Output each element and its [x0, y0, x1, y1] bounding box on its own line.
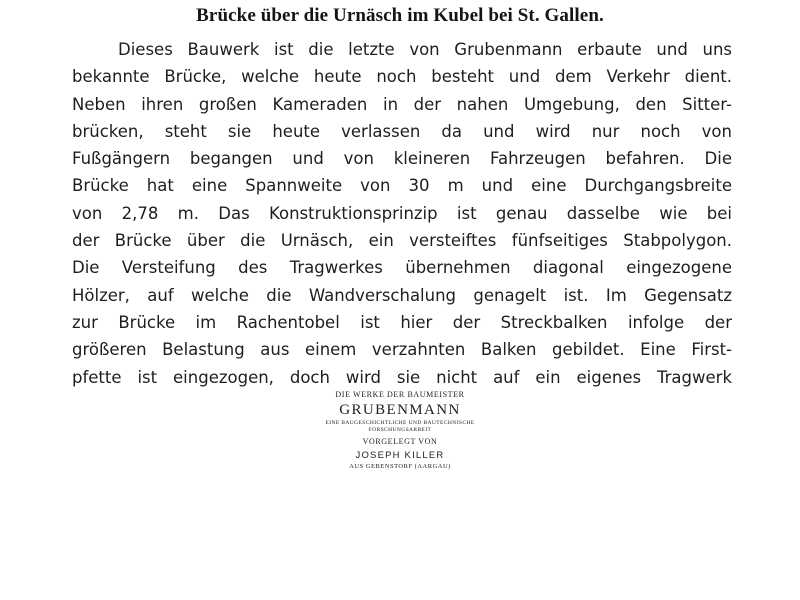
- text-line: von 2,78 m. Das Konstruktionsprinzip ist genau dasselbe wie bei: [72, 203, 732, 223]
- text-line: zur Brücke im Rachentobel ist hier der Streckbalken infolge der: [72, 312, 732, 332]
- text-line: Die Versteifung des Tragwerkes übernehmen diagonal eingezogene: [72, 258, 732, 278]
- book-imprint: [0, 389, 800, 471]
- body-paragraph: [72, 36, 732, 391]
- text-line: pfette ist eingezogen, doch wird sie nicht auf ein eigenes Tragwerk: [72, 367, 732, 387]
- text-line: Fußgängern begangen und von kleineren Fahrzeugen befahren. Die: [72, 149, 732, 169]
- imprint-presented-by: VORGELEGT VON: [362, 437, 438, 446]
- imprint-author: JOSEPH KILLER: [355, 450, 445, 461]
- text-line: brücken, steht sie heute verlassen da und wird nur noch von: [72, 121, 732, 141]
- imprint-subtitle-2: FORSCHUNGSARBEIT: [368, 426, 432, 433]
- imprint-series: DIE WERKE DER BAUMEISTER: [335, 390, 465, 399]
- text-line: Hölzer, auf welche die Wandverschalung genagelt ist. Im Gegensatz: [72, 285, 732, 305]
- text-line: der Brücke über die Urnäsch, ein versteiftes fünfseitiges Stabpolygon.: [72, 231, 732, 251]
- text-line: Dieses Bauwerk ist die letzte von Grubenmann erbaute und uns: [118, 40, 732, 59]
- text-line: größeren Belastung aus einem verzahnten Balken gebildet. Eine First-: [72, 340, 732, 360]
- text-line: bekannte Brücke, welche heute noch besteht und dem Verkehr dient.: [72, 67, 732, 87]
- text-line: Brücke hat eine Spannweite von 30 m und eine Durchgangsbreite: [72, 176, 732, 196]
- imprint-name: GRUBENMANN: [339, 402, 461, 418]
- text-line: Neben ihren großen Kameraden in der nahen Umgebung, den Sitter-: [72, 94, 732, 114]
- page-title: Brücke über die Urnäsch im Kubel bei St. Gallen.: [196, 5, 604, 26]
- imprint-origin: AUS GEBENSTORF (AARGAU): [349, 463, 451, 470]
- imprint-subtitle-1: EINE BAUGESCHICHTLICHE UND BAUTECHNISCHE: [325, 420, 475, 426]
